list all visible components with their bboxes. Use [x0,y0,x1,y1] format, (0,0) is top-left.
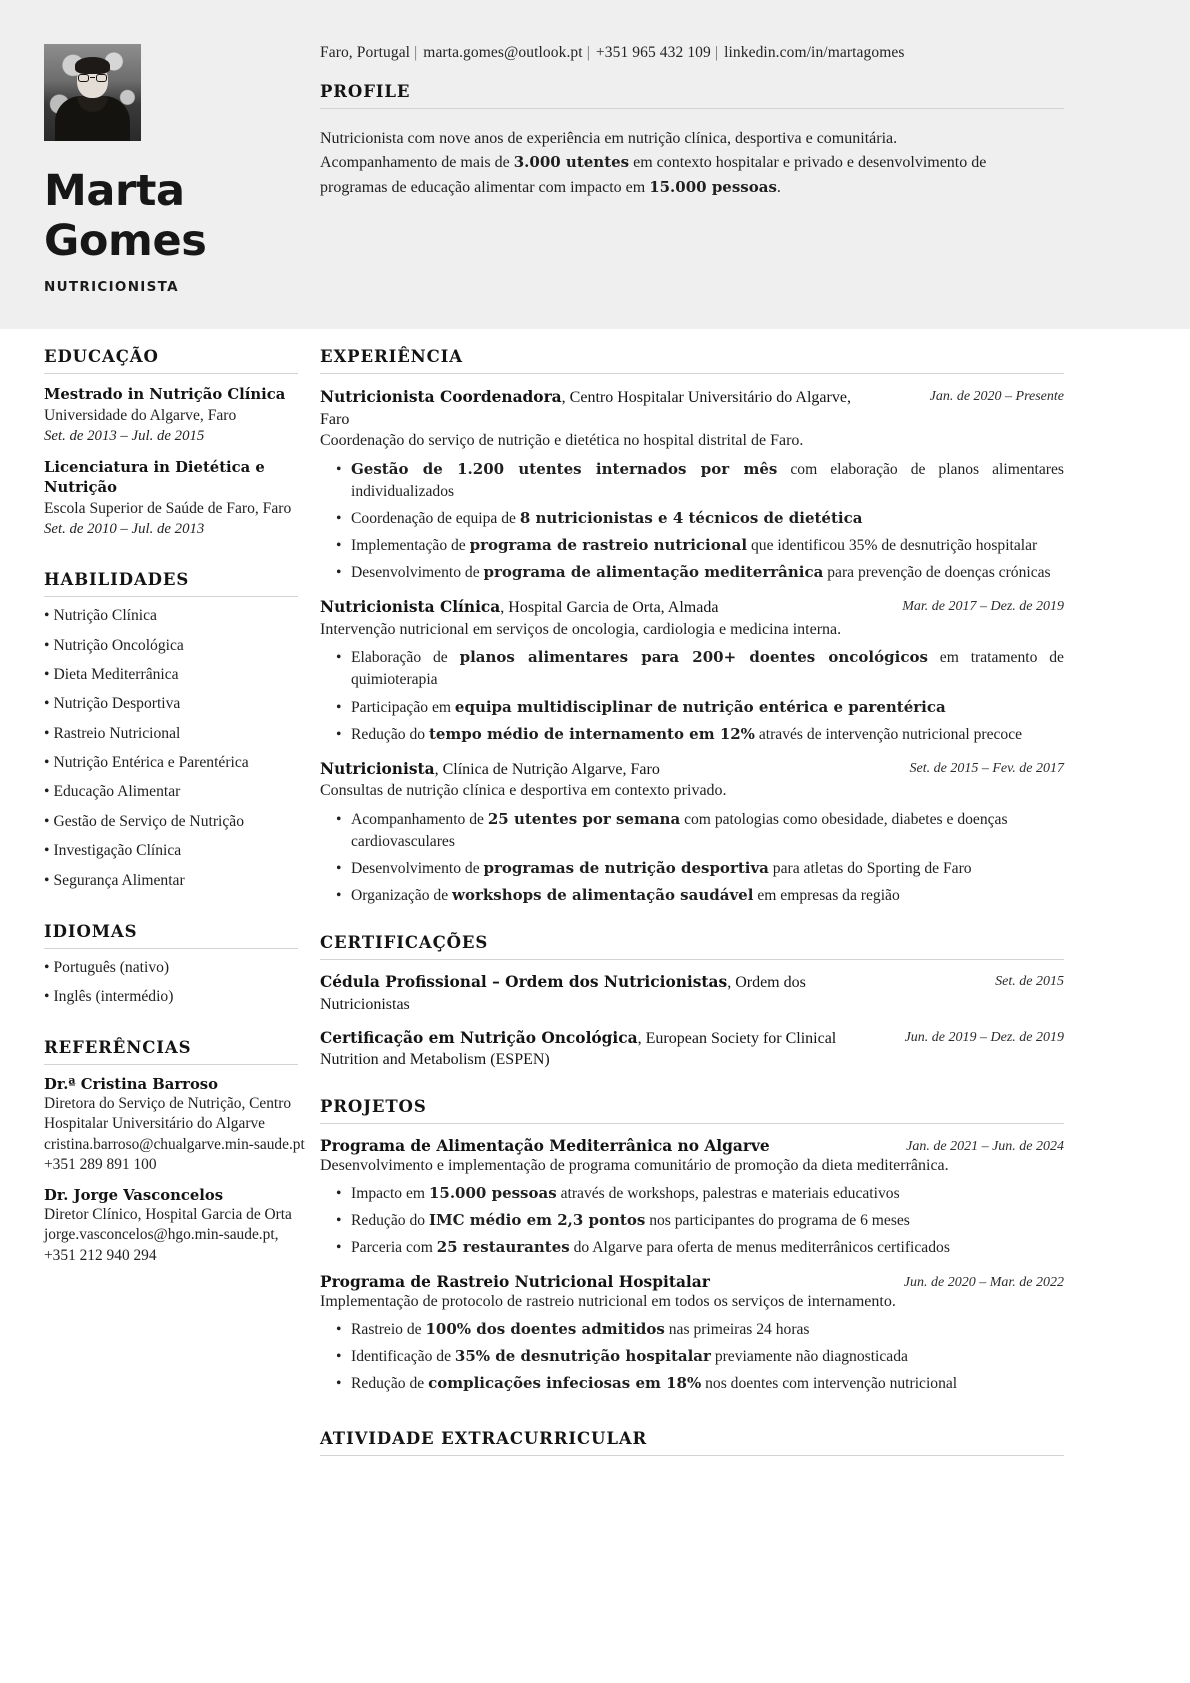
projects-heading: PROJETOS [320,1096,427,1116]
skill-label: Dieta Mediterrânica [53,665,179,683]
bullet-item [334,1183,1064,1205]
education-dates: Set. de 2010 – Jul. de 2013 [44,521,205,538]
bullet-bold: 15.000 pessoas [428,1184,557,1203]
bullet-item [334,858,1064,880]
profile-section [320,82,1064,200]
bullet-post: do Algarve para oferta de menus mediterrânicos certificados [569,1239,950,1257]
bullet-post: para atletas do Sporting de Faro [768,860,972,878]
certification-head [320,972,1064,1015]
reference-item [44,1187,298,1266]
bullet-post: em empresas da região [753,887,900,905]
profile-line-2-c: em contexto hospitalar e privado e desenvolvimento de [629,154,987,172]
experience-company: , Centro Hospitalar Universitário do Algarve, Faro [320,389,851,428]
contact-separator-1: | [414,44,418,61]
reference-role: Diretor Clínico, Hospital Garcia de Orta [44,1205,292,1223]
bullet-pre: Redução do [351,725,429,743]
contact-linkedin[interactable]: linkedin.com/in/martagomes [724,44,905,61]
list-item: • Investigação Clínica [44,842,182,860]
project-title: Programa de Rastreio Nutricional Hospitalar [320,1272,710,1291]
project-entry [320,1137,1064,1260]
certification-issuer: , Ordem dos Nutricionistas [320,974,806,1013]
profile-highlight-utentes: 3.000 utentes [513,153,630,172]
bullet-pre: Participação em [351,698,455,716]
skills-rule [44,596,298,597]
list-item: • Segurança Alimentar [44,871,185,889]
profile-line-3-a: programas de educação alimentar com impacto em [320,178,650,196]
reference-email[interactable]: jorge.vasconcelos@hgo.min-saude.pt, [44,1226,279,1244]
avatar-hair [75,57,110,74]
experience-company: , Hospital Garcia de Orta, Almada [500,599,719,617]
bullet-item [334,459,1064,503]
language-label: Inglês (intermédio) [53,987,174,1005]
education-school: Escola Superior de Saúde de Faro, Faro [44,500,292,518]
profile-highlight-pessoas: 15.000 pessoas [649,177,777,196]
bullet-item [334,562,1064,584]
certification-item [320,1028,1064,1071]
experience-entry [320,759,1064,908]
bullet-post: com elaboração de planos alimentares individualizados [351,460,1064,500]
experience-job-title: Nutricionista Coordenadora [320,388,562,406]
experience-summary: Intervenção nutricional em serviços de oncologia, cardiologia e medicina interna. [320,620,842,638]
list-item: • Rastreio Nutricional [44,724,181,742]
education-item [44,385,298,447]
bullet-bold: programas de nutrição desportiva [483,859,769,878]
skill-label: Nutrição Clínica [53,607,157,625]
contact-line [320,44,1080,62]
list-item: • Português (nativo) [44,958,170,976]
languages-section [44,922,298,1008]
bullet-item [334,809,1064,853]
certifications-section [320,933,1064,1070]
bullet-item [334,1210,1064,1232]
experience-bullets [320,809,1064,908]
certification-issuer: , European Society for Clinical Nutrition and Metabolism (ESPEN) [320,1029,837,1069]
bullet-post: nos participantes do programa de 6 meses [645,1212,910,1230]
education-school: Universidade do Algarve, Faro [44,407,237,425]
job-role: NUTRICIONISTA [44,278,179,295]
education-rule [44,373,298,374]
reference-item [44,1075,305,1176]
experience-title-line [320,759,878,781]
experience-entry-head [320,387,1064,430]
sidebar [44,347,305,1296]
page-title [44,167,304,267]
bullet-pre: Organização de [351,887,453,905]
bullet-post: através de workshops, palestras e materiais educativos [556,1185,900,1203]
bullet-bold: planos alimentares para 200+ doentes oncológicos [459,648,928,667]
bullet-pre: Redução de [351,1375,429,1393]
experience-bullets [320,459,1064,585]
skill-label: Investigação Clínica [53,842,182,860]
bullet-item [334,1237,1064,1259]
list-item: • Nutrição Clínica [44,607,157,625]
experience-summary: Coordenação do serviço de nutrição e dietética no hospital distrital de Faro. [320,432,804,450]
languages-rule [44,948,298,949]
project-bullets [320,1319,1064,1395]
contact-separator-2: | [586,44,590,61]
experience-rule [320,373,1064,374]
projects-section [320,1097,1064,1396]
bullet-bold: 25 restaurantes [436,1238,570,1257]
experience-entry-head [320,759,1064,781]
experience-dates: Mar. de 2017 – Dez. de 2019 [902,599,1064,615]
reference-name: Dr. Jorge Vasconcelos [44,1186,224,1204]
experience-entry-head [320,597,1064,619]
certification-item [320,972,1064,1015]
project-summary: Desenvolvimento e implementação de programa comunitário de promoção da dieta mediterrânica. [320,1156,949,1174]
languages-list [44,958,298,1008]
bullet-pre: Impacto em [351,1185,429,1203]
certification-title-line [320,972,878,1015]
last-name: Gomes [44,215,207,266]
bullet-item [334,724,1064,746]
project-head [320,1273,1064,1291]
experience-bullets [320,647,1064,746]
references-section [44,1037,305,1266]
reference-email[interactable]: cristina.barroso@chualgarve.min-saude.pt [44,1135,305,1153]
bullet-bold: workshops de alimentação saudável [452,886,754,905]
bullet-item [334,885,1064,907]
experience-title-line [320,387,878,430]
bullet-bold: programa de rastreio nutricional [469,536,748,554]
bullet-post: em tratamento de quimioterapia [351,649,1064,689]
projects-rule [320,1123,1064,1124]
skill-label: Gestão de Serviço de Nutrição [53,812,244,830]
experience-job-title: Nutricionista [320,759,435,778]
identity-block [44,44,304,295]
bullet-item [334,647,1064,691]
bullet-item [334,535,1064,557]
bullet-item [334,697,1064,719]
bullet-pre: Elaboração de [351,649,460,667]
bullet-pre: Coordenação de equipa de [351,509,520,527]
project-bullets [320,1183,1064,1259]
skill-label: Nutrição Oncológica [53,636,184,654]
contact-location: Faro, Portugal [320,44,411,61]
bullet-bold: 100% dos doentes admitidos [425,1319,665,1338]
bullet-bold: equipa multidisciplinar de nutrição entérica e parentérica [454,697,946,716]
experience-job-title: Nutricionista Clínica [320,598,501,617]
main-content [320,347,1064,1482]
skill-label: Educação Alimentar [53,783,181,801]
skill-label: Rastreio Nutricional [53,724,181,742]
profile-line-1: Nutricionista com nove anos de experiência em nutrição clínica, desportiva e comunitária. [320,130,898,147]
certifications-rule [320,959,1064,960]
education-dates: Set. de 2013 – Jul. de 2015 [44,428,205,445]
contact-phone[interactable]: +351 965 432 109 [595,44,711,61]
bullet-pre: Implementação de [351,537,470,554]
certification-dates: Set. de 2015 [995,974,1064,990]
bullet-pre: Desenvolvimento de [351,860,484,878]
glasses-icon [77,74,108,82]
bullet-post: através de intervenção nutricional precoce [754,725,1023,743]
education-degree: Licenciatura in Dietética e Nutrição [44,459,265,497]
list-item: • Nutrição Desportiva [44,695,181,713]
bullet-item [334,1319,1064,1341]
list-item: • Nutrição Entérica e Parentérica [44,754,249,772]
bullet-post: nos doentes com intervenção nutricional [701,1375,958,1393]
references-heading: REFERÊNCIAS [44,1037,192,1057]
bullet-bold: 8 nutricionistas e 4 técnicos de dietética [519,508,863,527]
first-name: Marta [44,166,185,216]
bullet-pre: Rastreio de [351,1320,426,1338]
bullet-post: nas primeiras 24 horas [664,1320,810,1338]
list-item: • Dieta Mediterrânica [44,665,179,683]
certifications-heading: CERTIFICAÇÕES [320,933,489,953]
project-head [320,1137,1064,1155]
bullet-bold: tempo médio de internamento em 12% [428,724,755,743]
reference-role: Diretora do Serviço de Nutrição, Centro Hospitalar Universitário do Algarve [44,1094,292,1133]
bullet-pre: Redução do [351,1212,429,1230]
experience-title-line [320,597,878,619]
bullet-item [334,1373,1064,1395]
project-dates: Jan. de 2021 – Jun. de 2024 [906,1138,1064,1154]
bullet-bold: Gestão de 1.200 utentes internados por mês [351,459,778,478]
list-item: • Educação Alimentar [44,783,181,801]
certification-title: Cédula Profissional – Ordem dos Nutricionistas [320,973,728,992]
reference-phone[interactable]: +351 289 891 100 [44,1156,157,1174]
bullet-item [334,1346,1064,1368]
experience-heading: EXPERIÊNCIA [320,347,464,366]
language-label: Português (nativo) [53,958,170,976]
experience-entry [320,597,1064,746]
education-degree: Mestrado in Nutrição Clínica [44,386,286,403]
education-heading: EDUCAÇÃO [44,347,159,366]
bullet-pre: Desenvolvimento de [351,564,484,582]
list-item: • Inglês (intermédio) [44,987,174,1005]
bullet-pre: Acompanhamento de [351,810,488,828]
experience-dates: Set. de 2015 – Fev. de 2017 [909,760,1064,776]
certification-head [320,1028,1064,1071]
profile-heading: PROFILE [320,82,411,101]
project-title: Programa de Alimentação Mediterrânica no Algarve [320,1136,770,1155]
certification-title-line [320,1028,878,1071]
education-item [44,458,298,540]
bullet-bold: complicações infeciosas em 18% [428,1374,702,1393]
references-rule [44,1064,298,1065]
experience-entry [320,387,1064,584]
bullet-bold: programa de alimentação mediterrânica [483,563,824,582]
skill-label: Nutrição Desportiva [53,695,181,713]
project-entry [320,1273,1064,1396]
bullet-bold: 25 utentes por semana [487,809,681,828]
reference-phone[interactable]: +351 212 940 294 [44,1246,157,1264]
list-item: • Nutrição Oncológica [44,636,184,654]
certification-dates: Jun. de 2019 – Dez. de 2019 [904,1029,1064,1045]
bullet-post: que identificou 35% de desnutrição hospitalar [747,537,1038,554]
certification-title: Certificação em Nutrição Oncológica [320,1028,638,1047]
extracurricular-heading: ATIVIDADE EXTRACURRICULAR [320,1429,648,1449]
bullet-post: com patologias como obesidade, diabetes e doenças cardiovasculares [351,810,1008,850]
skills-section [44,570,298,891]
contact-separator-3: | [714,44,719,61]
project-dates: Jun. de 2020 – Mar. de 2022 [903,1274,1064,1290]
languages-heading: IDIOMAS [44,921,138,941]
project-summary: Implementação de protocolo de rastreio nutricional em todos os serviços de internamento. [320,1292,896,1310]
experience-section [320,347,1064,907]
profile-text [320,127,1064,200]
bullet-bold: 35% de desnutrição hospitalar [454,1347,711,1366]
profile-line-2-a: Acompanhamento de mais de [320,154,514,172]
bullet-bold: IMC médio em 2,3 pontos [428,1211,646,1230]
experience-dates: Jan. de 2020 – Presente [929,389,1064,404]
list-item: • Gestão de Serviço de Nutrição [44,812,244,830]
bullet-post: para prevenção de doenças crónicas [823,564,1051,582]
skills-heading: HABILIDADES [44,570,190,590]
profile-line-3-c: . [776,178,781,196]
bullet-pre: Identificação de [351,1348,455,1366]
profile-rule [320,108,1064,109]
skills-list [44,606,298,891]
experience-summary: Consultas de nutrição clínica e desportiva em contexto privado. [320,782,727,800]
avatar [44,44,141,141]
reference-name: Dr.ª Cristina Barroso [44,1075,219,1093]
contact-email[interactable]: marta.gomes@outlook.pt [423,44,583,61]
skill-label: Nutrição Entérica e Parentérica [53,754,249,772]
bullet-post: previamente não diagnosticada [710,1348,908,1366]
education-section [44,347,298,540]
skill-label: Segurança Alimentar [53,871,185,889]
bullet-pre: Parceria com [351,1239,437,1257]
extracurricular-rule [320,1455,1064,1456]
bullet-item [334,508,1064,530]
experience-company: , Clínica de Nutrição Algarve, Faro [434,760,660,778]
extracurricular-section [320,1429,1064,1456]
